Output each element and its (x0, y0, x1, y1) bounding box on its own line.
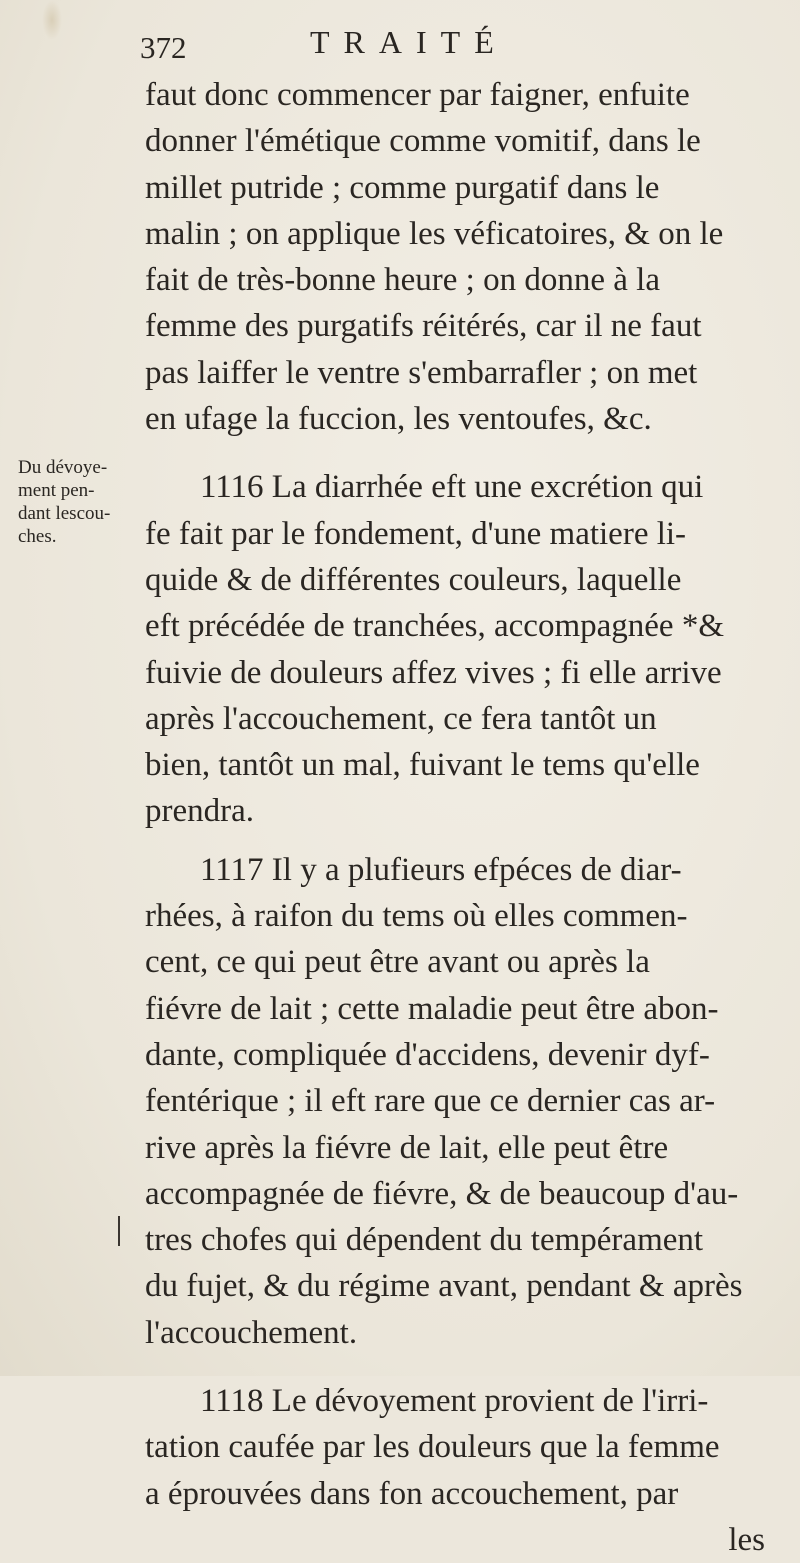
text-line: pas laiffer le ventre s'embarrafler ; on met (145, 354, 698, 391)
paragraph-1118-start: 1118 Le dévoyement provient de l'irri- (200, 1383, 709, 1420)
body-text (145, 72, 790, 1563)
text-line: l'accouchement. (145, 1314, 358, 1351)
paragraph-1117-start: 1117 Il y a plufieurs efpéces de diar- (200, 851, 682, 888)
text-line: rive après la fiévre de lait, elle peut être (145, 1129, 669, 1166)
text-line: fuivie de douleurs affez vives ; fi elle arrive (145, 654, 722, 691)
paragraph-1116-start: 1116 La diarrhée eft une excrétion qui (200, 469, 704, 506)
text-line: faut donc commencer par faigner, enfuite (145, 77, 690, 113)
catchword: les (728, 1521, 765, 1558)
text-line: rhées, à raifon du tems où elles commen- (145, 898, 688, 935)
text-line: accompagnée de fiévre, & de beaucoup d'au- (145, 1175, 739, 1212)
text-line: du fujet, & du régime avant, pendant & après (145, 1268, 743, 1305)
page-number: 372 (140, 30, 187, 65)
margin-note-line: ches. (18, 526, 57, 547)
page-header (130, 16, 730, 66)
text-line: a éprouvées dans fon accouchement, par (145, 1475, 679, 1512)
text-line: millet putride ; comme purgatif dans le (145, 169, 660, 206)
text-line: cent, ce qui peut être avant ou après la (145, 944, 650, 981)
margin-note-line: Du dévoye- (18, 457, 108, 478)
text-line: eft précédée de tranchées, accompagnée *& (145, 608, 724, 645)
running-title: TRAITÉ (310, 24, 508, 60)
text-line: fait de très-bonne heure ; on donne à la (145, 262, 660, 299)
text-line: femme des purgatifs réitérés, car il ne faut (145, 308, 702, 345)
text-line: en ufage la fuccion, les ventoufes, &c. (145, 401, 652, 438)
paper-stain (42, 0, 62, 40)
margin-note (18, 456, 138, 548)
text-line: donner l'émétique comme vomitif, dans le (145, 123, 701, 160)
text-line: prendra. (145, 793, 255, 830)
margin-note-line: ment pen- (18, 480, 95, 501)
text-line: quide & de différentes couleurs, laquelle (145, 561, 682, 598)
margin-mark (118, 1216, 120, 1246)
text-line: tation caufée par les douleurs que la femme (145, 1429, 720, 1466)
text-line: fiévre de lait ; cette maladie peut être abon- (145, 990, 719, 1027)
margin-note-line: dant lescou- (18, 503, 111, 524)
text-line: fentérique ; il eft rare que ce dernier cas ar- (145, 1083, 716, 1120)
text-line: bien, tantôt un mal, fuivant le tems qu'elle (145, 747, 700, 784)
text-line: tres chofes qui dépendent du tempérament (145, 1222, 704, 1259)
text-line: dante, compliquée d'accidens, devenir dyf- (145, 1036, 710, 1073)
text-line: après l'accouchement, ce fera tantôt un (145, 700, 657, 737)
text-line: malin ; on applique les véficatoires, & on le (145, 215, 724, 252)
text-line: fe fait par le fondement, d'une matiere li- (145, 515, 687, 552)
